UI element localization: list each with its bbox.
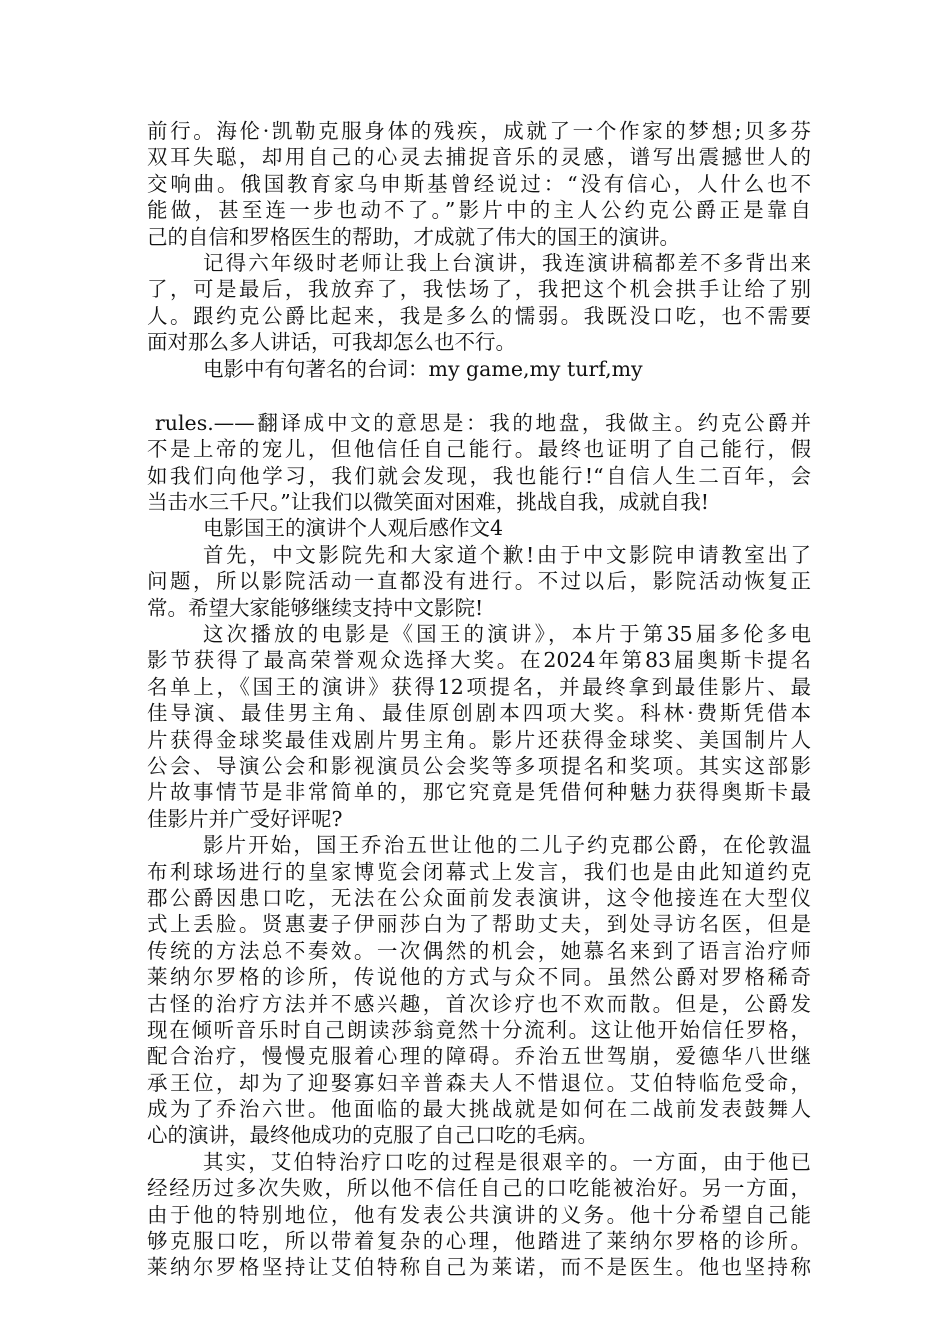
text-line: 由于他的特别地位，他有发表公共演讲的义务。他十分希望自己能	[147, 1202, 811, 1227]
text-line: 公会、导演公会和影视演员公会奖等多项提名和奖项。其实这部影	[147, 753, 811, 778]
text-line: 成为了乔治六世。他面临的最大挑战就是如何在二战前发表鼓舞人	[147, 1097, 811, 1122]
text-line: rules.——翻译成中文的意思是：我的地盘，我做主。约克公爵并	[155, 410, 811, 435]
text-line: 面对那么多人讲话，可我却怎么也不行。	[147, 330, 516, 355]
text-line: 当击水三千尺。”让我们以微笑面对困难，挑战自我，成就自我!	[147, 490, 709, 515]
text-line: 郡公爵因患口吃，无法在公众面前发表演讲，这令他接连在大型仪	[147, 885, 811, 910]
text-line: 佳导演、最佳男主角、最佳原创剧本四项大奖。科林·费斯凭借本	[147, 701, 811, 726]
paragraph-start-line: 这次播放的电影是《国王的演讲》，本片于第35届多伦多电	[203, 622, 811, 647]
text-line: 前行。海伦·凯勒克服身体的残疾，成就了一个作家的梦想;贝多芬	[147, 119, 811, 143]
text-line: 能做，甚至连一步也动不了。”影片中的主人公约克公爵正是靠自	[147, 198, 811, 223]
text-line: 常。希望大家能够继续支持中文影院!	[147, 595, 484, 620]
paragraph-start-line: 记得六年级时老师让我上台演讲，我连演讲稿都差不多背出来	[203, 250, 811, 275]
section-heading: 电影国王的演讲个人观后感作文4	[203, 516, 504, 541]
text-line: 够克服口吃，所以带着复杂的心理，他踏进了莱纳尔罗格的诊所。	[147, 1229, 811, 1254]
text-line: 己的自信和罗格医生的帮助，才成就了伟大的国王的演讲。	[147, 224, 680, 249]
text-line: 布利球场进行的皇家博览会闭幕式上发言，我们也是由此知道约克	[147, 859, 811, 884]
text-line: 承王位，却为了迎娶寡妇辛普森夫人不惜退位。艾伯特临危受命，	[147, 1070, 811, 1095]
text-line: 式上丢脸。贤惠妻子伊丽莎白为了帮助丈夫，到处寻访名医，但是	[147, 912, 811, 937]
text-line: 交响曲。俄国教育家乌申斯基曾经说过：“没有信心，人什么也不	[147, 171, 811, 196]
text-line: 名单上，《国王的演讲》获得12项提名，并最终拿到最佳影片、最	[147, 674, 811, 699]
paragraph-start-line: 影片开始，国王乔治五世让他的二儿子约克郡公爵，在伦敦温	[203, 833, 811, 858]
paragraph-start-line: 电影中有句著名的台词：my game,my turf,my	[203, 356, 643, 381]
text-line: 片获得金球奖最佳戏剧片男主角。影片还获得金球奖、美国制片人	[147, 727, 811, 752]
text-line: 现在倾听音乐时自己朗读莎翁竟然十分流利。这让他开始信任罗格，	[147, 1017, 811, 1042]
paragraph-start-line: 其实，艾伯特治疗口吃的过程是很艰辛的。一方面，由于他已	[203, 1149, 811, 1174]
text-line: 如我们向他学习，我们就会发现，我也能行!“自信人生二百年，会	[147, 463, 811, 488]
text-line: 片故事情节是非常简单的，那它究竟是凭借何种魅力获得奥斯卡最	[147, 780, 811, 805]
text-line: 莱纳尔罗格坚持让艾伯特称自己为莱诺，而不是医生。他也坚持称	[147, 1255, 811, 1280]
text-line: 莱纳尔罗格的诊所，传说他的方式与众不同。虽然公爵对罗格稀奇	[147, 965, 811, 990]
text-line: 双耳失聪，却用自己的心灵去捕捉音乐的灵感，谱写出震撼世人的	[147, 145, 811, 170]
text-line: 古怪的治疗方法并不感兴趣，首次诊疗也不欢而散。但是，公爵发	[147, 991, 811, 1016]
text-line: 影节获得了最高荣誉观众选择大奖。在2024年第83届奥斯卡提名	[147, 648, 811, 673]
text-line: 问题，所以影院活动一直都没有进行。不过以后，影院活动恢复正	[147, 569, 811, 594]
paragraph-start-line: 首先，中文影院先和大家道个歉!由于中文影院申请教室出了	[203, 542, 811, 567]
text-line: 经经历过多次失败，所以他不信任自己的口吃能被治好。另一方面，	[147, 1176, 811, 1201]
text-line: 人。跟约克公爵比起来，我是多么的懦弱。我既没口吃，也不需要	[147, 303, 811, 328]
document-body	[147, 118, 811, 1281]
text-line: 了，可是最后，我放弃了，我怯场了，我把这个机会拱手让给了别	[147, 277, 811, 302]
text-line: 配合治疗，慢慢克服着心理的障碍。乔治五世驾崩，爱德华八世继	[147, 1044, 811, 1069]
text-line: 传统的方法总不奏效。一次偶然的机会，她慕名来到了语言治疗师	[147, 938, 811, 963]
text-line: 佳影片并广受好评呢?	[147, 806, 343, 831]
text-line: 不是上帝的宠儿，但他信任自己能行。最终也证明了自己能行，假	[147, 437, 811, 462]
text-line: 心的演讲，最终他成功的克服了自己口吃的毛病。	[147, 1123, 598, 1148]
